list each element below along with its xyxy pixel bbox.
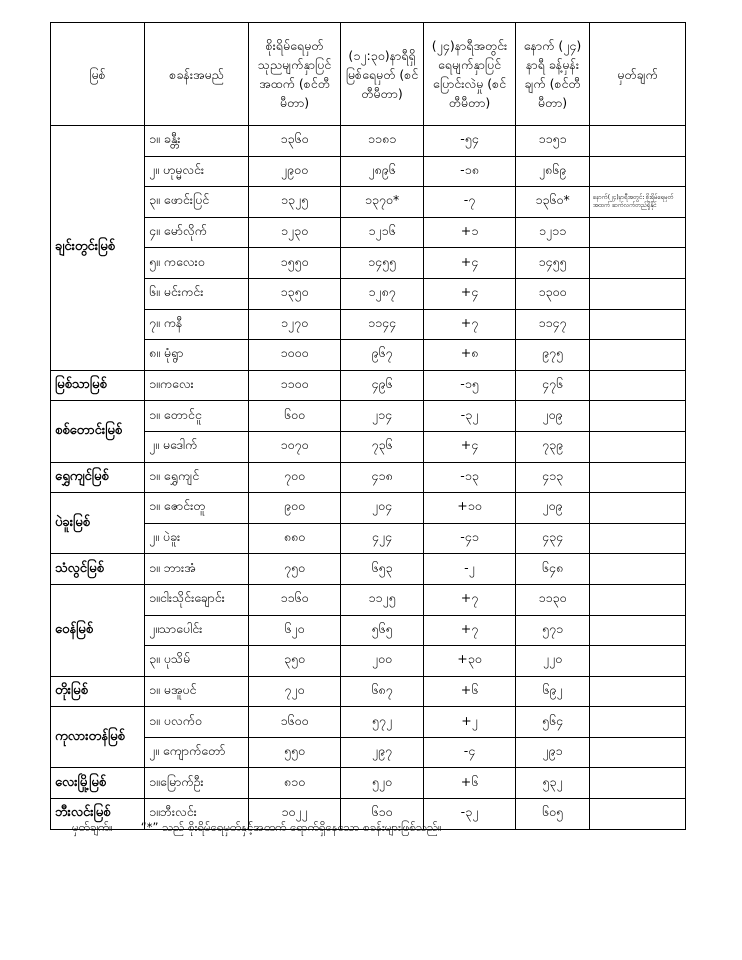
change-cell: +၄: [424, 431, 516, 462]
forecast-cell: ၂၀၉: [516, 401, 590, 432]
danger-level-cell: ၁၂၃၀: [249, 217, 341, 248]
remark-cell: [590, 462, 686, 493]
current-level-cell: ၅၇၂: [341, 707, 424, 738]
change-cell: -၁၅: [424, 370, 516, 401]
change-cell: +၇: [424, 615, 516, 646]
remark-cell: [590, 431, 686, 462]
river-name: သံလွင်မြစ်: [51, 554, 145, 585]
danger-level-cell: ၁၀၀၀: [249, 340, 341, 371]
remark-cell: [590, 615, 686, 646]
river-name: တိုးမြစ်: [51, 676, 145, 707]
remark-cell: [590, 340, 686, 371]
table-row: [51, 309, 686, 340]
change-cell: -၄: [424, 737, 516, 768]
change-cell: -၁၈: [424, 156, 516, 187]
current-level-cell: ၂၉၇: [341, 737, 424, 768]
change-cell: +၃၀: [424, 646, 516, 677]
change-cell: +၁: [424, 217, 516, 248]
change-cell: +၁၀: [424, 493, 516, 524]
river-name: ချင်းတွင်းမြစ်: [51, 126, 145, 371]
danger-level-cell: ၈၈၀: [249, 523, 341, 554]
station-name: ၃။ ဖောင်းပြင်: [145, 187, 249, 218]
forecast-cell: ၁၁၅၁: [516, 126, 590, 157]
river-name: စစ်တောင်းမြစ်: [51, 401, 145, 462]
forecast-cell: ၂၂၀: [516, 646, 590, 677]
current-level-cell: ၂၀၀: [341, 646, 424, 677]
station-name: ၁။ငါးသိုင်းချောင်း: [145, 584, 249, 615]
forecast-cell: ၁၃၆၀*: [516, 187, 590, 218]
station-name: ၂။ ကျောက်တော်: [145, 737, 249, 768]
current-level-cell: ၁၁၈၁: [341, 126, 424, 157]
danger-level-cell: ၆၀၀: [249, 401, 341, 432]
footnote: [72, 820, 442, 837]
danger-level-cell: ၂၉၀၀: [249, 156, 341, 187]
station-name: ၁။ ခန္တီး: [145, 126, 249, 157]
forecast-cell: ၆၀၅: [516, 799, 590, 830]
current-level-cell: ၉၆၇: [341, 340, 424, 371]
forecast-cell: ၁၂၁၁: [516, 217, 590, 248]
danger-level-cell: ၁၃၂၅: [249, 187, 341, 218]
remark-cell: [590, 799, 686, 830]
remark-cell: [590, 523, 686, 554]
change-cell: -၅၄: [424, 126, 516, 157]
header-row: [51, 23, 686, 126]
remark-cell: [590, 768, 686, 799]
forecast-cell: ၁၁၃၀: [516, 584, 590, 615]
forecast-cell: ၁၃၀၀: [516, 278, 590, 309]
forecast-cell: ၅၆၄: [516, 707, 590, 738]
table-row: [51, 737, 686, 768]
station-name: ၆။ မင်းကင်း: [145, 278, 249, 309]
remark-cell: [590, 217, 686, 248]
danger-level-cell: ၁၅၅၀: [249, 248, 341, 279]
current-level-cell: ၄၂၄: [341, 523, 424, 554]
current-level-cell: ၁၁၄၄: [341, 309, 424, 340]
current-level-cell: ၁၂၁၆: [341, 217, 424, 248]
forecast-cell: ၄၇၆: [516, 370, 590, 401]
current-level-cell: ၆၁၀: [341, 799, 424, 830]
current-level-cell: ၂၁၄: [341, 401, 424, 432]
header-danger-level: စိုးရိမ်ရေမှတ် သုညမျက်နှာပြင် အထက် (စင်တီမီတာ): [249, 23, 341, 126]
current-level-cell: ၆၅၃: [341, 554, 424, 585]
station-name: ၇။ ကနီ: [145, 309, 249, 340]
remark-cell: [590, 493, 686, 524]
river-name: မြစ်သာမြစ်: [51, 370, 145, 401]
river-name: လေးမြို့မြစ်: [51, 768, 145, 799]
danger-level-cell: ၁၀၂၂: [249, 799, 341, 830]
station-name: ၁။ ဘားအံ: [145, 554, 249, 585]
remark-cell: [590, 707, 686, 738]
change-cell: -၄၁: [424, 523, 516, 554]
change-cell: +၂: [424, 707, 516, 738]
table-row: [51, 707, 686, 738]
current-level-cell: ၂၀၄: [341, 493, 424, 524]
current-level-cell: ၅၂၀: [341, 768, 424, 799]
change-cell: +၇: [424, 309, 516, 340]
danger-level-cell: ၆၂၀: [249, 615, 341, 646]
remark-cell: နောက်(၂၄)နာရီအတွင်း စိုးရိမ်ရေမှတ် အထက် ဆက်လက်တည်ရှိနိုင်: [590, 187, 686, 218]
header-24h-change: (၂၄)နာရီအတွင်း ရေမျက်နှာပြင် ပြောင်းလဲမှု (စင်တီမီတာ): [424, 23, 516, 126]
station-name: ၁။ မအူပင်: [145, 676, 249, 707]
danger-level-cell: ၁၃၅၀: [249, 278, 341, 309]
change-cell: -၁၃: [424, 462, 516, 493]
danger-level-cell: ၁၃၆၀: [249, 126, 341, 157]
station-name: ၁။ ပလက်ဝ: [145, 707, 249, 738]
forecast-cell: ၅၇၁: [516, 615, 590, 646]
danger-level-cell: ၃၅၀: [249, 646, 341, 677]
station-name: ၂။သာပေါင်း: [145, 615, 249, 646]
remark-cell: [590, 278, 686, 309]
header-station: စခန်းအမည်: [145, 23, 249, 126]
header-remark: မှတ်ချက်: [590, 23, 686, 126]
table-row: [51, 340, 686, 371]
river-name: ဘီးလင်းမြစ်: [51, 799, 145, 830]
current-level-cell: ၄၁၈: [341, 462, 424, 493]
footnote-label: မှတ်ချက်။: [72, 820, 113, 834]
station-name: ၁။မြောက်ဦး: [145, 768, 249, 799]
change-cell: -၇: [424, 187, 516, 218]
forecast-cell: ၁၄၅၅: [516, 248, 590, 279]
station-name: ၄။ မော်လိုက်: [145, 217, 249, 248]
table-row: [51, 401, 686, 432]
remark-cell: [590, 676, 686, 707]
station-name: ၂။ မဒေါက်: [145, 431, 249, 462]
current-level-cell: ၁၁၂၅: [341, 584, 424, 615]
danger-level-cell: ၇၀၀: [249, 462, 341, 493]
change-cell: -၂: [424, 554, 516, 585]
change-cell: -၃၂: [424, 401, 516, 432]
remark-cell: [590, 646, 686, 677]
remark-cell: [590, 126, 686, 157]
remark-cell: [590, 401, 686, 432]
table-row: [51, 370, 686, 401]
danger-level-cell: ၁၀၇၀: [249, 431, 341, 462]
river-level-table: [50, 22, 686, 830]
table-row: [51, 156, 686, 187]
danger-level-cell: ၇၅၀: [249, 554, 341, 585]
table-row: [51, 554, 686, 585]
change-cell: +၄: [424, 248, 516, 279]
table-row: [51, 584, 686, 615]
current-level-cell: ၁၃၇၀*: [341, 187, 424, 218]
remark-cell: [590, 737, 686, 768]
forecast-cell: ၇၃၉: [516, 431, 590, 462]
current-level-cell: ၁၄၅၅: [341, 248, 424, 279]
change-cell: +၈: [424, 340, 516, 371]
remark-cell: [590, 248, 686, 279]
station-name: ၈။ မုံရွာ: [145, 340, 249, 371]
forecast-cell: ၂၈၆၉: [516, 156, 590, 187]
station-name: ၂။ ဟုမ္မလင်း: [145, 156, 249, 187]
forecast-cell: ၅၃၂: [516, 768, 590, 799]
remark-cell: [590, 370, 686, 401]
table-row: [51, 615, 686, 646]
station-name: ၁။ ရွှေကျင်: [145, 462, 249, 493]
forecast-cell: ၄၁၃: [516, 462, 590, 493]
danger-level-cell: ၁၂၇၀: [249, 309, 341, 340]
table-row: [51, 217, 686, 248]
remark-cell: [590, 309, 686, 340]
table-row: [51, 493, 686, 524]
current-level-cell: ၂၈၉၆: [341, 156, 424, 187]
table-row: [51, 248, 686, 279]
danger-level-cell: ၉၀၀: [249, 493, 341, 524]
table-row: [51, 676, 686, 707]
danger-level-cell: ၈၁၀: [249, 768, 341, 799]
station-name: ၁။ ဇောင်းတူ: [145, 493, 249, 524]
current-level-cell: ၆၈၇: [341, 676, 424, 707]
table-row: [51, 768, 686, 799]
header-current-level: (၁၂:၃၀)နာရီရှိ မြစ်ရေမှတ် (စင်တီမီတာ): [341, 23, 424, 126]
forecast-cell: ၆၉၂: [516, 676, 590, 707]
river-name: ဝေန်မြစ်: [51, 584, 145, 676]
header-forecast: နောက် (၂၄) နာရီ ခန့်မှန်းချက် (စင်တီမီတာ): [516, 23, 590, 126]
danger-level-cell: ၇၂၀: [249, 676, 341, 707]
change-cell: +၆: [424, 768, 516, 799]
forecast-cell: ၂၉၁: [516, 737, 590, 768]
change-cell: -၃၂: [424, 799, 516, 830]
river-name: ပဲခူးမြစ်: [51, 493, 145, 554]
current-level-cell: ၅၆၅: [341, 615, 424, 646]
change-cell: +၄: [424, 278, 516, 309]
table-row: [51, 431, 686, 462]
station-name: ၂။ ပဲခူး: [145, 523, 249, 554]
station-name: ၃။ ပုသိမ်: [145, 646, 249, 677]
table-row: [51, 523, 686, 554]
table-row: [51, 278, 686, 309]
forecast-cell: ၁၁၄၇: [516, 309, 590, 340]
current-level-cell: ၄၉၆: [341, 370, 424, 401]
current-level-cell: ၁၂၈၇: [341, 278, 424, 309]
table-row: [51, 462, 686, 493]
danger-level-cell: ၁၆၀၀: [249, 707, 341, 738]
remark-cell: [590, 554, 686, 585]
forecast-cell: ၂၀၉: [516, 493, 590, 524]
forecast-cell: ၉၇၅: [516, 340, 590, 371]
remark-cell: [590, 584, 686, 615]
river-name: ကုလားတန်မြစ်: [51, 707, 145, 768]
header-river: မြစ်: [51, 23, 145, 126]
station-name: ၁။ဘီးလင်း: [145, 799, 249, 830]
table-row: [51, 646, 686, 677]
remark-cell: [590, 156, 686, 187]
danger-level-cell: ၁၁၆၀: [249, 584, 341, 615]
forecast-cell: ၄၃၄: [516, 523, 590, 554]
station-name: ၁။ကလေး: [145, 370, 249, 401]
change-cell: +၆: [424, 676, 516, 707]
station-name: ၁။ တောင်ငူ: [145, 401, 249, 432]
current-level-cell: ၇၃၆: [341, 431, 424, 462]
table-body: [51, 126, 686, 830]
station-name: ၅။ ကလေးဝ: [145, 248, 249, 279]
table-row: [51, 126, 686, 157]
footnote-text: “*” သည် စိုးရိမ်ရေမှတ်နှင့်အထက် ရောက်ရှိနေသော စခန်းများဖြစ်သည်။: [140, 820, 442, 834]
change-cell: +၇: [424, 584, 516, 615]
danger-level-cell: ၅၅၀: [249, 737, 341, 768]
table-row: [51, 187, 686, 218]
danger-level-cell: ၁၁၀၀: [249, 370, 341, 401]
forecast-cell: ၆၄၈: [516, 554, 590, 585]
river-name: ရွှေကျင်မြစ်: [51, 462, 145, 493]
